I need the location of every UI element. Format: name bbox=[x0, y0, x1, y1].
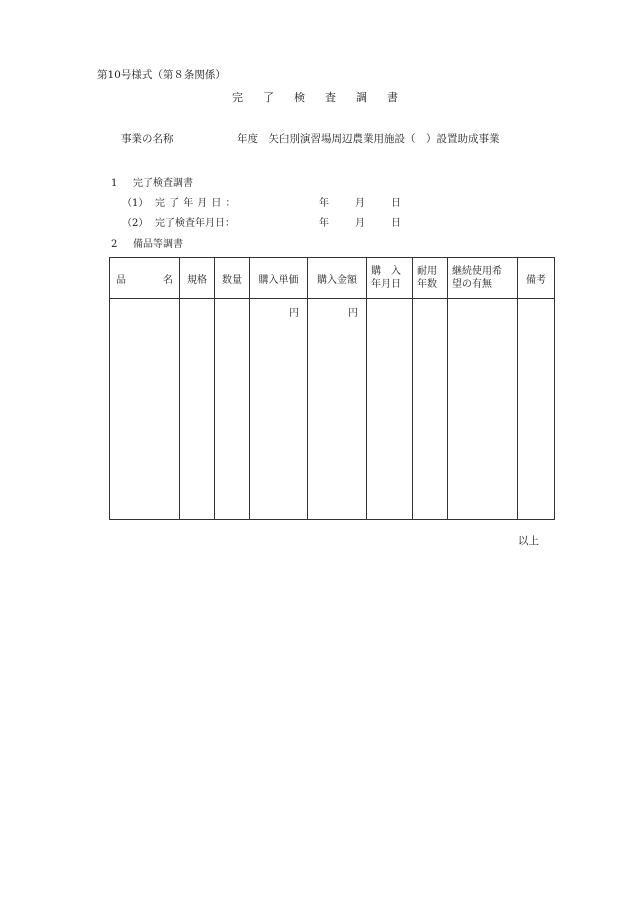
header-continued-use: 継続使用希 望の有無 bbox=[448, 258, 518, 299]
day-label: 日 bbox=[391, 218, 401, 229]
cell-item-name[interactable] bbox=[110, 299, 180, 520]
header-item-name: 品 名 bbox=[110, 258, 180, 299]
completion-date-label: 完了年月日： bbox=[155, 198, 240, 209]
document-title bbox=[232, 89, 418, 105]
equipment-table bbox=[109, 257, 555, 520]
header-spec: 規格 bbox=[180, 258, 215, 299]
year-label: 年 bbox=[319, 218, 329, 229]
table-row bbox=[110, 299, 555, 520]
header-remarks: 備考 bbox=[518, 258, 555, 299]
inspection-date-label: 完了検査年月日： bbox=[155, 218, 235, 229]
form-number: 第10号様式（第８条関係） bbox=[97, 69, 226, 81]
cell-continued-use[interactable] bbox=[448, 299, 518, 520]
title-char: 書 bbox=[387, 91, 398, 104]
completion-date-row bbox=[122, 194, 401, 209]
section-title: 完了検査調書 bbox=[133, 178, 193, 189]
item-number: （1） bbox=[122, 198, 149, 209]
section-2-heading bbox=[111, 235, 183, 250]
business-name-value: 年度 矢臼別演習場周辺農業用施設（ ）設置助成事業 bbox=[237, 133, 500, 145]
title-char: 完 bbox=[232, 91, 243, 104]
day-label: 日 bbox=[391, 198, 401, 209]
month-label: 月 bbox=[355, 218, 365, 229]
header-unit-price: 購入単価 bbox=[250, 258, 308, 299]
business-name-label: 事業の名称 bbox=[121, 133, 174, 145]
inspection-date-row bbox=[122, 214, 401, 229]
cell-purchase-date[interactable] bbox=[367, 299, 413, 520]
month-label: 月 bbox=[355, 198, 365, 209]
title-char: 調 bbox=[356, 91, 367, 104]
year-label: 年 bbox=[319, 198, 329, 209]
cell-durable-years[interactable] bbox=[413, 299, 448, 520]
title-char: 査 bbox=[325, 91, 336, 104]
header-amount: 購入金額 bbox=[308, 258, 367, 299]
title-char: 了 bbox=[263, 91, 274, 104]
cell-remarks[interactable] bbox=[518, 299, 555, 520]
cell-quantity[interactable] bbox=[215, 299, 250, 520]
section-title: 備品等調書 bbox=[133, 239, 183, 250]
header-quantity: 数量 bbox=[215, 258, 250, 299]
table-header-row bbox=[110, 258, 555, 299]
header-durable-years: 耐用 年数 bbox=[413, 258, 448, 299]
item-number: （2） bbox=[122, 218, 149, 229]
end-note: 以上 bbox=[518, 535, 539, 547]
section-number: 2 bbox=[111, 239, 118, 250]
header-purchase-date: 購 入 年月日 bbox=[367, 258, 413, 299]
cell-spec[interactable] bbox=[180, 299, 215, 520]
section-number: 1 bbox=[111, 178, 118, 189]
title-char: 検 bbox=[294, 91, 305, 104]
cell-unit-price[interactable]: 円 bbox=[250, 299, 308, 520]
cell-amount[interactable]: 円 bbox=[308, 299, 367, 520]
section-1-heading bbox=[111, 174, 193, 189]
